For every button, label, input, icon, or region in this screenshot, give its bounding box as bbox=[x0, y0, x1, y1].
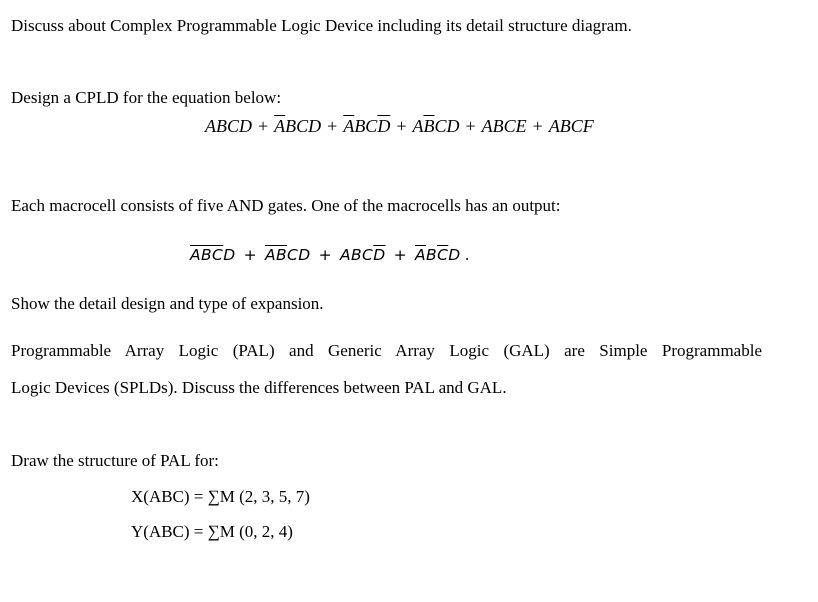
macrocell-output-equation bbox=[190, 244, 470, 266]
literal: BCD bbox=[285, 116, 322, 136]
literal: D bbox=[223, 246, 236, 264]
product-term bbox=[415, 246, 461, 264]
cpld-design-equation bbox=[205, 115, 594, 137]
literal: A bbox=[412, 116, 424, 136]
plus-operator: + bbox=[258, 116, 269, 136]
product-term bbox=[340, 246, 386, 264]
complemented-literal: $\overline{D}$ bbox=[373, 246, 386, 264]
question-cpld-discussion: Discuss about Complex Programmable Logic Device including its detail structure diagram. bbox=[11, 16, 632, 35]
question-cpld-design-intro: Design a CPLD for the equation below: bbox=[11, 88, 282, 107]
product-term bbox=[412, 116, 459, 136]
literal: ABCE bbox=[481, 116, 527, 136]
literal: B bbox=[426, 246, 438, 264]
plus-operator: + bbox=[318, 246, 332, 264]
plus-operator: + bbox=[396, 116, 407, 136]
question-macrocell-intro: Each macrocell consists of five AND gates. One of the macrocells has an output: bbox=[11, 196, 561, 215]
complemented-literal: $\overline{B}$ bbox=[423, 116, 435, 136]
complemented-literal: $\overline{ABC}$ bbox=[190, 246, 224, 264]
plus-operator: + bbox=[393, 246, 407, 264]
product-term bbox=[343, 116, 390, 136]
product-term bbox=[265, 246, 311, 264]
product-term bbox=[274, 116, 321, 136]
complemented-literal: $\overline{C}$ bbox=[437, 246, 449, 264]
complemented-literal: $\overline{AB}$ bbox=[265, 246, 288, 264]
equation-terminator: . bbox=[464, 246, 470, 264]
literal: D bbox=[448, 246, 461, 264]
literal: CD bbox=[287, 246, 311, 264]
pal-function-x: X(ABC) = ∑M (2, 3, 5, 7) bbox=[131, 487, 310, 506]
product-term bbox=[482, 116, 527, 136]
literal: BC bbox=[354, 116, 378, 136]
product-term bbox=[205, 116, 252, 136]
plus-operator: + bbox=[243, 246, 257, 264]
literal: CD bbox=[434, 116, 460, 136]
question-pal-structure-intro: Draw the structure of PAL for: bbox=[11, 451, 219, 470]
product-term bbox=[190, 246, 236, 264]
literal: ABCD bbox=[205, 116, 252, 136]
complemented-literal: $\overline{A}$ bbox=[415, 246, 427, 264]
literal: ABC bbox=[340, 246, 374, 264]
complemented-literal: $\overline{A}$ bbox=[274, 116, 286, 136]
question-pal-gal-line2: Logic Devices (SPLDs). Discuss the differences between PAL and GAL. bbox=[11, 378, 507, 397]
plus-operator: + bbox=[532, 116, 543, 136]
literal: ABCF bbox=[548, 116, 594, 136]
plus-operator: + bbox=[465, 116, 476, 136]
complemented-literal: $\overline{D}$ bbox=[377, 116, 391, 136]
plus-operator: + bbox=[327, 116, 338, 136]
question-expansion-design: Show the detail design and type of expansion. bbox=[11, 294, 324, 313]
pal-function-y: Y(ABC) = ∑M (0, 2, 4) bbox=[131, 522, 293, 541]
question-pal-gal-line1: Programmable Array Logic (PAL) and Generic Array Logic (GAL) are Simple Programmable bbox=[11, 341, 762, 360]
product-term bbox=[549, 116, 594, 136]
complemented-literal: $\overline{A}$ bbox=[343, 116, 355, 136]
